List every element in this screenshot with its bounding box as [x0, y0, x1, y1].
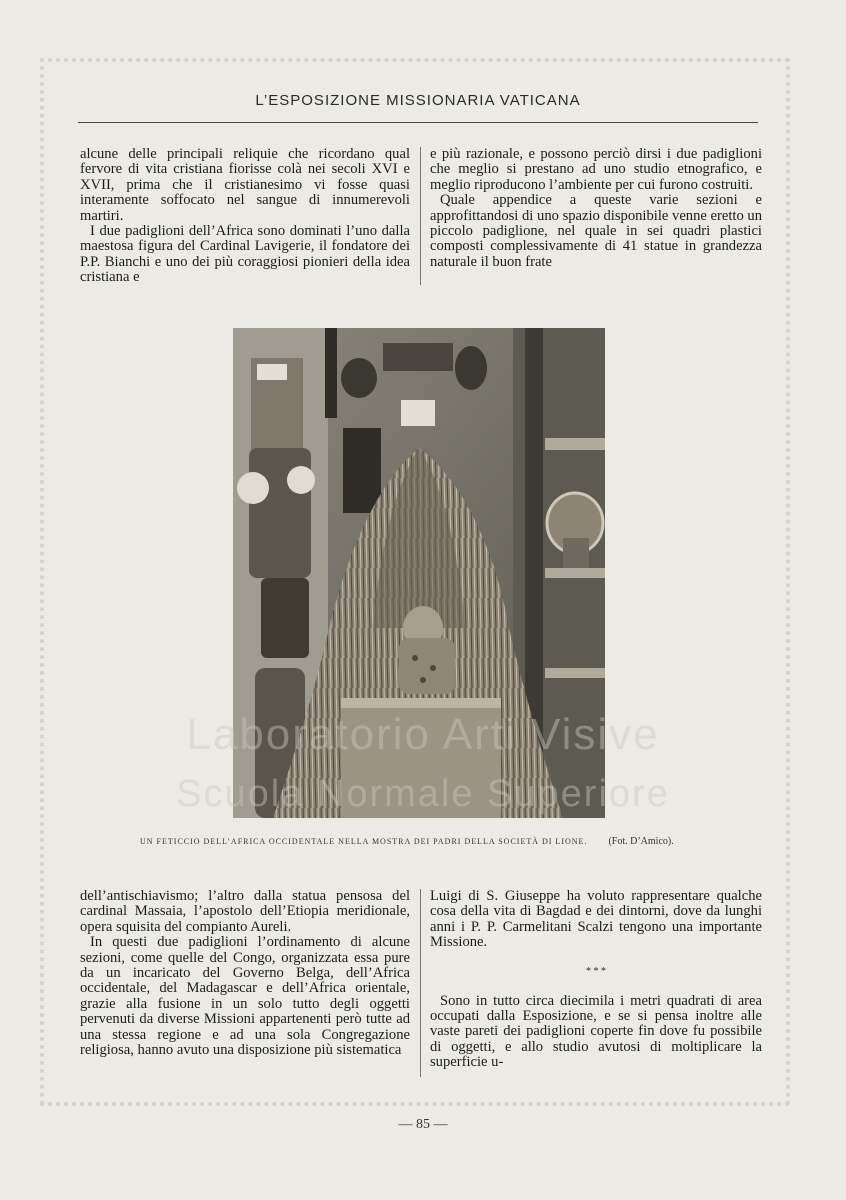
- column-divider: [420, 889, 421, 1077]
- column-bottom-right: [430, 889, 762, 1071]
- paragraph: I due padiglioni dell’Africa sono dominati l’uno dalla maestosa figura del Cardinal Lavigerie, il fondatore dei P.P. Bianchi e uno dei più coraggiosi pionieri della idea cristiana e: [80, 223, 410, 286]
- paragraph: e più razionale, e possono perciò dirsi i due padiglioni che meglio si prestano ad uno studio etnografico, e meglio riproducono l’ambiente per cui furono costruiti.: [430, 146, 762, 193]
- column-top-left: [80, 147, 410, 286]
- paragraph: Quale appendice a queste varie sezioni e approfittandosi di uno spazio disponibile venne eretto un piccolo padiglione, nel quale in sei quadri plastici composti complessivamente di 41 statue in grandezza naturale il buon frate: [430, 192, 762, 270]
- watermark-line-1: Laboratorio Arti Visive: [186, 710, 660, 759]
- paragraph: Luigi di S. Giuseppe ha voluto rappresentare qualche cosa della vita di Bagdad e dei dintorni, dove da lunghi anni i P. P. Carmelitani Scalzi tengono una importante Missione.: [430, 888, 762, 951]
- column-divider: [420, 147, 421, 285]
- paragraph: dell’antischiavismo; l’altro dalla statua pensosa del cardinal Massaia, l’apostolo dell’Etiopia meridionale, opera squisita del compianto Aureli.: [80, 888, 410, 935]
- paragraph: In questi due padiglioni l’ordinamento di alcune sezioni, come quelle del Congo, organizzata essa pure da un incaricato del Governo Belga, dell’Africa occidentale, del Madagascar e dell’Africa orientale, grazie alla fusione in un solo tutto degli oggetti pervenuti da diverse Missioni appartenenti però tutte ad una stessa regione e ad una sola Congregazione religiosa, hanno avuto una disposizione più sistematica: [80, 934, 410, 1059]
- section-separator: * * *: [586, 965, 606, 977]
- paragraph: Sono in tutto circa diecimila i metri quadrati di area occupati dalla Esposizione, e se si pensa inoltre alle vaste pareti dei padiglioni coperte fin dove fu possibile di oggetti, e allo studio avutosi di moltiplicare la superficie u-: [430, 992, 762, 1071]
- fetish-photograph: [233, 328, 605, 818]
- photo-credit: (Fot. D’Amico).: [608, 836, 674, 847]
- watermark-line-2: Scuola Normale Superiore: [176, 773, 670, 815]
- caption-text: UN FETICCIO DELL’AFRICA OCCIDENTALE NELLA MOSTRA DEI PADRI DELLA SOCIETÀ DI LIONE.: [140, 837, 588, 846]
- paragraph: alcune delle principali reliquie che ricordano qual fervore di vita cristiana fiorisse colà nei secoli XVI e XVII, prima che il cristianesimo vi fosse quasi interamente soffocato nel sangue di innumerevoli martiri.: [80, 146, 410, 224]
- figure-caption: [140, 836, 760, 847]
- header-rule: [78, 122, 758, 123]
- column-top-right: [430, 147, 762, 270]
- page-number: — 85 —: [398, 1117, 448, 1132]
- column-bottom-left: [80, 889, 410, 1058]
- running-head: L’ESPOSIZIONE MISSIONARIA VATICANA: [255, 92, 581, 109]
